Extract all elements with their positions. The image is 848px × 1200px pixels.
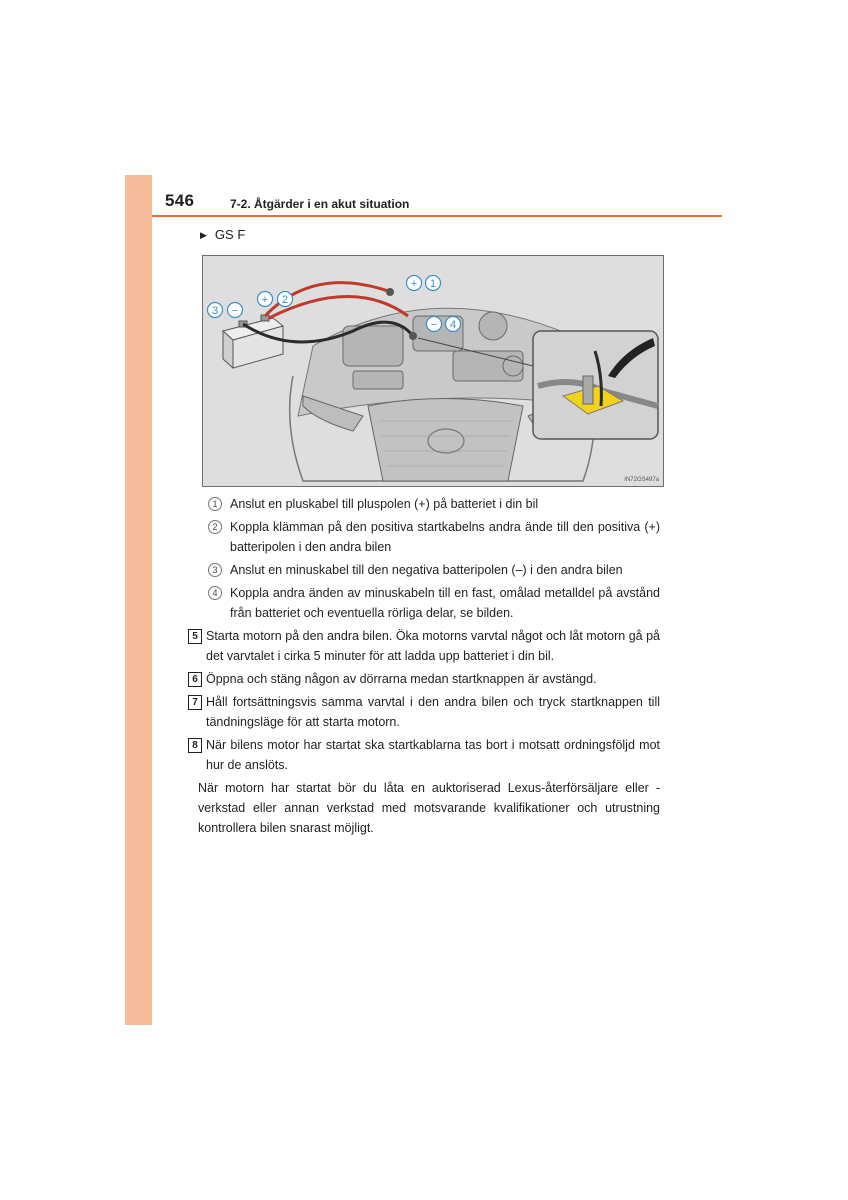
callout-2-symbol: + [261,294,269,306]
sub-step-text: Anslut en pluskabel till pluspolen (+) på batteriet i din bil [230,497,539,511]
bullet-triangle-icon: ▶ [200,230,207,240]
step-number-box: 8 [188,738,202,753]
main-step [192,692,660,732]
step-text: Håll fortsättningsvis samma varvtal i den andra bilen och tryck startknappen till tändningsläge för att starta motorn. [206,695,660,729]
instruction-steps [192,494,660,778]
callout-4-symbol: − [430,319,438,331]
model-label [200,227,245,242]
header-rule [152,215,722,217]
callout-4-number: 4 [449,319,457,331]
sub-step [200,517,660,557]
circled-number: 1 [208,497,222,511]
sub-step-text: Koppla andra änden av minuskabeln till en fast, omålad metalldel på avstånd från batteriet och eventuella rörliga delar, se bilden. [230,586,660,620]
callout-1-number: 1 [429,278,437,290]
circled-number: 2 [208,520,222,534]
sub-step [200,583,660,623]
step-text: Öppna och stäng någon av dörrarna medan startknappen är avstängd. [206,672,597,686]
callout-2-number: 2 [281,294,289,306]
jump-start-illustration [202,255,664,487]
sub-step-text: Anslut en minuskabel till den negativa batteripolen (–) i den andra bilen [230,563,623,577]
chapter-side-tab [125,175,152,1025]
step-number-box: 7 [188,695,202,710]
sub-step-text: Koppla klämman på den positiva startkabelns andra ände till den positiva (+) batteripolen i den andra bilen [230,520,660,554]
main-step [192,669,660,689]
page-number: 546 [165,191,195,210]
main-step [192,735,660,775]
step-text: När bilens motor har startat ska startkablarna tas bort i motsatt ordningsföljd mot hur de anslöts. [206,738,660,772]
model-name: GS F [214,227,246,242]
closing-paragraph: När motorn har startat bör du låta en auktoriserad Lexus-återförsäljare eller -verkstad eller annan verkstad med motsvarande kvalifikationer och utrustning kontrollera bilen snarast möjligt. [198,781,660,835]
sub-step [200,494,660,514]
engine-bay-drawing [203,256,663,486]
callout-1-symbol: + [410,278,418,290]
figure-code: IN72GS497a [624,477,659,483]
main-step [192,626,660,666]
circled-number: 3 [208,563,222,577]
sub-step [200,560,660,580]
callout-3-number: 3 [211,305,219,317]
step-number-box: 5 [188,629,202,644]
circled-number: 4 [208,586,222,600]
step-number-box: 6 [188,672,202,687]
step-text: Starta motorn på den andra bilen. Öka motorns varvtal något och låt motorn gå på det varvtalet i cirka 5 minuter för att ladda upp batteriet i din bil. [206,629,660,663]
callout-3-symbol: − [231,305,239,317]
section-title: 7-2. Åtgärder i en akut situation [230,197,410,211]
